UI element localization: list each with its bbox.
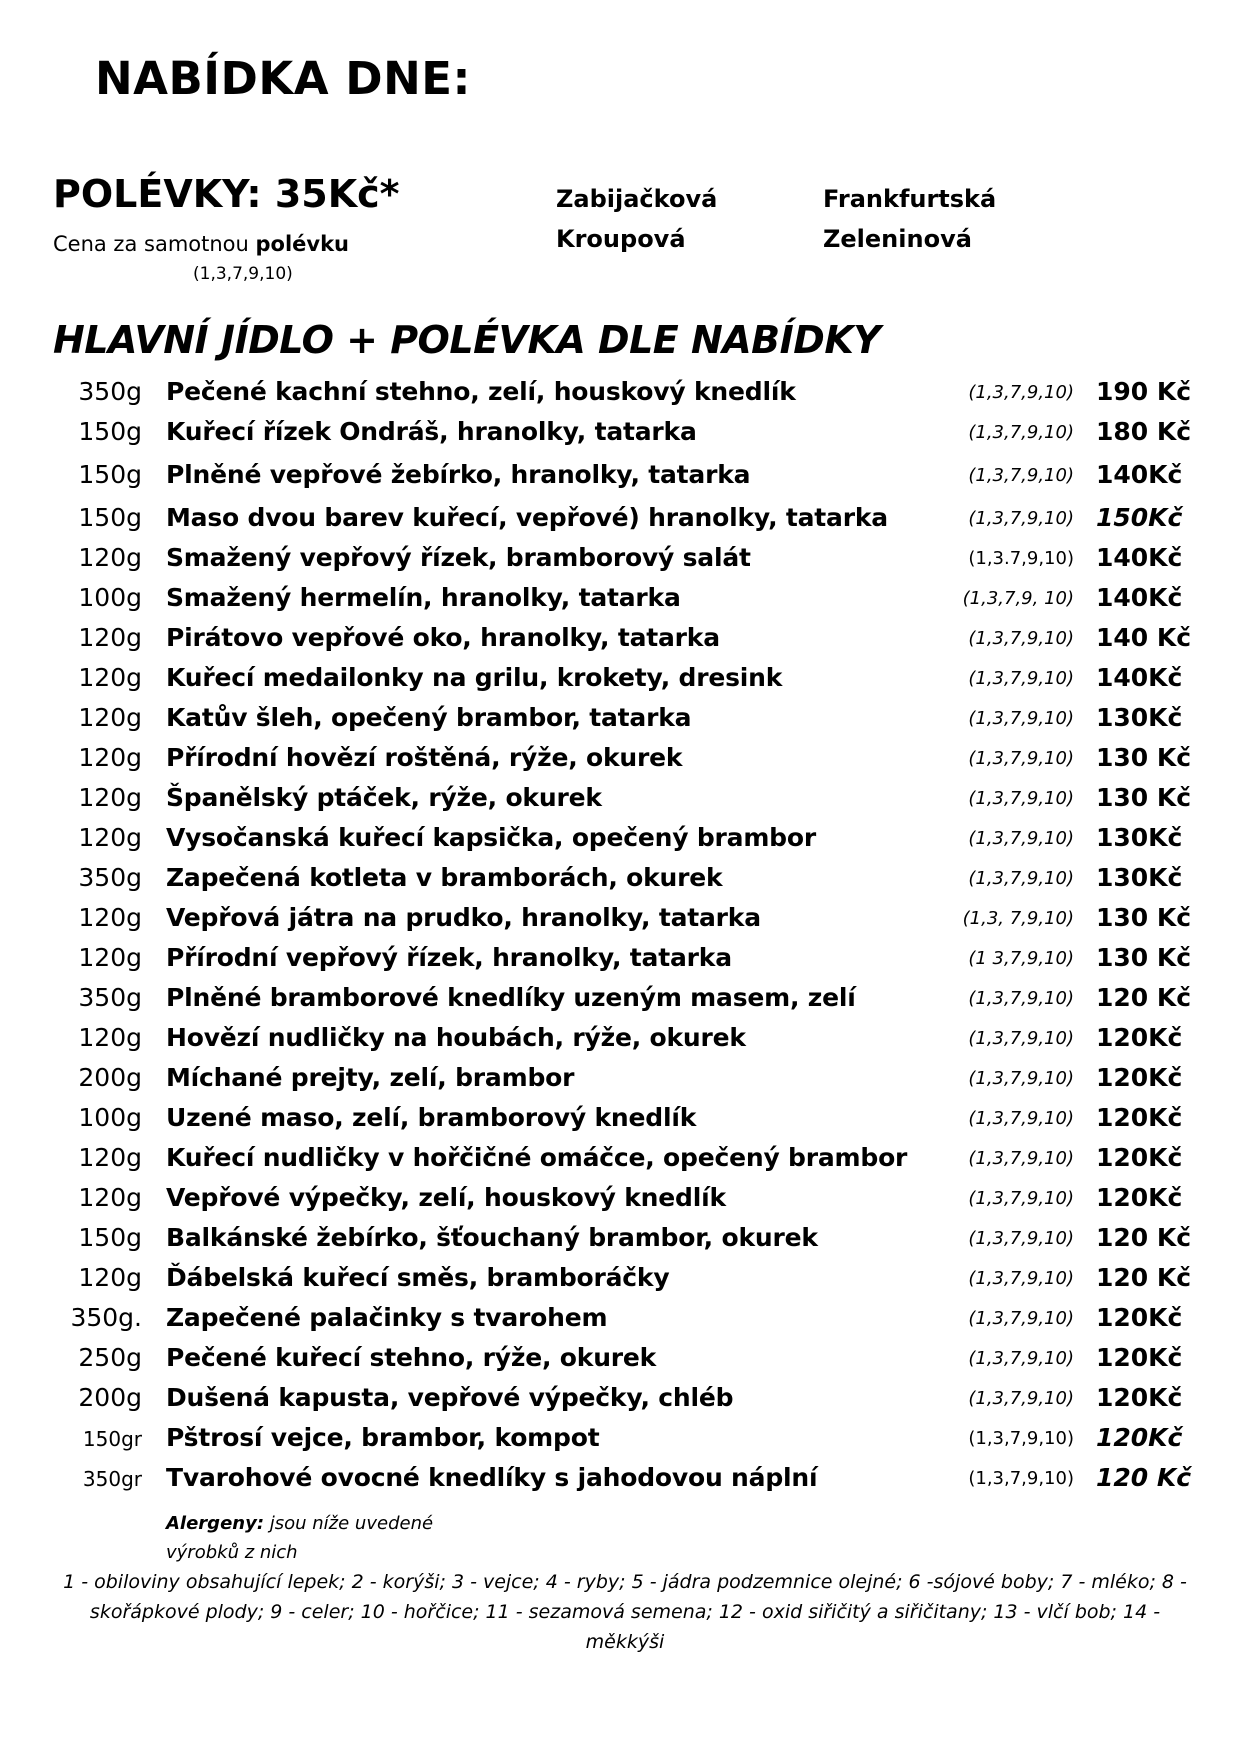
menu-item-name: Míchané prejty, zelí, brambor: [166, 1063, 575, 1092]
menu-item: [0, 703, 1240, 743]
menu-item-price: 130Kč: [1096, 863, 1183, 892]
menu-item-name: Plněné vepřové žebírko, hranolky, tatarka: [166, 460, 751, 489]
page-title: NABÍDKA DNE:: [95, 52, 471, 105]
main-dish-heading: HLAVNÍ JÍDLO + POLÉVKA DLE NABÍDKY: [53, 318, 881, 362]
soup-allergens: (1,3,7,9,10): [193, 264, 293, 284]
menu-item-name: Uzené maso, zelí, bramborový knedlík: [166, 1103, 697, 1132]
menu-item: [0, 943, 1240, 983]
menu-item: [0, 663, 1240, 703]
menu-item: [0, 623, 1240, 663]
menu-item-weight: 150gr: [82, 1427, 142, 1451]
menu-item-price: 120Kč: [1096, 1303, 1183, 1332]
menu-item: [0, 417, 1240, 457]
menu-item-price: 120Kč: [1096, 1063, 1183, 1092]
menu-item-price: 120Kč: [1096, 1343, 1183, 1372]
menu-item-weight: 150g: [78, 1223, 142, 1252]
menu-item-weight: 120g: [78, 1183, 142, 1212]
menu-item: [0, 903, 1240, 943]
menu-item: [0, 743, 1240, 783]
menu-item-weight: 120g: [78, 1023, 142, 1052]
menu-item-allergens: (1,3,7,9,10): [968, 1228, 1074, 1249]
soup-item: Kroupová: [556, 225, 686, 253]
menu-item-price: 120Kč: [1096, 1103, 1183, 1132]
menu-item-allergens: (1,3,7,9,10): [968, 508, 1074, 529]
menu-item-name: Zapečená kotleta v bramborách, okurek: [166, 863, 723, 892]
menu-item-allergens: (1,3,7,9,10): [968, 1308, 1074, 1329]
menu-item: [0, 1343, 1240, 1383]
menu-item-name: Španělský ptáček, rýže, okurek: [166, 783, 602, 812]
menu-item-allergens: (1,3,7,9,10): [968, 1108, 1074, 1129]
soup-item: Frankfurtská: [823, 185, 997, 213]
menu-item-price: 180 Kč: [1096, 417, 1192, 446]
menu-item-name: Smažený hermelín, hranolky, tatarka: [166, 583, 681, 612]
menu-item-price: 140Kč: [1096, 543, 1183, 572]
menu-item-weight: 120g: [78, 623, 142, 652]
menu-item-price: 120Kč: [1096, 1383, 1183, 1412]
menu-item-price: 120 Kč: [1096, 1463, 1192, 1492]
menu-item-price: 130Kč: [1096, 823, 1183, 852]
menu-item-weight: 350g: [78, 377, 142, 406]
menu-item-weight: 100g: [78, 583, 142, 612]
menu-item-name: Přírodní hovězí roštěná, rýže, okurek: [166, 743, 683, 772]
menu-item-weight: 120g: [78, 743, 142, 772]
soup-item: Zabijačková: [556, 185, 718, 213]
menu-item-allergens: (1,3,7,9,10): [968, 465, 1074, 486]
menu-item-name: Hovězí nudličky na houbách, rýže, okurek: [166, 1023, 746, 1052]
allergen-legend: 1 - obiloviny obsahující lepek; 2 - korýši; 3 - vejce; 4 - ryby; 5 - jádra podzemnice olejné; 6 -sójové boby; 7 - mléko; 8 - skořápkové plody; 9 - celer; 10 - hořčice; 11 - sezamová semena; 12 - oxid siřičitý a siřičitany; 13 - vlčí bob; 14 - měkkýši: [63, 1571, 1187, 1653]
menu-item-allergens: (1,3,7,9,10): [968, 828, 1074, 849]
menu-item: [0, 1383, 1240, 1423]
allergen-intro-text: jsou níže uvedené výrobků z nich: [166, 1513, 434, 1563]
menu-item-allergens: (1,3,7,9,10): [968, 1268, 1074, 1289]
menu-item: [0, 1223, 1240, 1263]
menu-item-weight: 250g: [78, 1343, 142, 1372]
menu-item-price: 120Kč: [1096, 1183, 1183, 1212]
menu-item-weight: 120g: [78, 783, 142, 812]
menu-item-price: 130 Kč: [1096, 783, 1192, 812]
menu-item-name: Zapečené palačinky s tvarohem: [166, 1303, 608, 1332]
menu-item: [0, 460, 1240, 500]
menu-item-weight: 120g: [78, 1143, 142, 1172]
menu-item: [0, 863, 1240, 903]
menu-item: [0, 983, 1240, 1023]
menu-item-allergens: (1,3,7,9,10): [968, 422, 1074, 443]
menu-item-price: 150Kč: [1096, 503, 1183, 532]
menu-item-price: 120 Kč: [1096, 983, 1192, 1012]
menu-item-name: Kuřecí nudličky v hořčičné omáčce, opečený brambor: [166, 1143, 908, 1172]
menu-item-price: 120 Kč: [1096, 1263, 1192, 1292]
menu-item: [0, 583, 1240, 623]
allergen-label: Alergeny:: [166, 1513, 265, 1534]
menu-item: [0, 1023, 1240, 1063]
menu-item-price: 130 Kč: [1096, 943, 1192, 972]
menu-item-name: Vepřová játra na prudko, hranolky, tatarka: [166, 903, 761, 932]
menu-item-name: Pečené kachní stehno, zelí, houskový knedlík: [166, 377, 796, 406]
menu-item-name: Pirátovo vepřové oko, hranolky, tatarka: [166, 623, 720, 652]
soup-heading: POLÉVKY: 35Kč*: [53, 172, 400, 216]
menu-item: [0, 377, 1240, 417]
menu-item-weight: 120g: [78, 543, 142, 572]
menu-item-name: Ďábelská kuřecí směs, bramboráčky: [166, 1263, 670, 1292]
menu-item-price: 120Kč: [1096, 1143, 1183, 1172]
menu-item-weight: 200g: [78, 1063, 142, 1092]
menu-item-name: Maso dvou barev kuřecí, vepřové) hranolky, tatarka: [166, 503, 888, 532]
menu-item-allergens: (1,3, 7,9,10): [962, 908, 1074, 929]
menu-item: [0, 1143, 1240, 1183]
menu-item-allergens: (1,3,7,9,10): [968, 1188, 1074, 1209]
menu-item-price: 130 Kč: [1096, 903, 1192, 932]
menu-item-name: Pečené kuřecí stehno, rýže, okurek: [166, 1343, 657, 1372]
menu-item-weight: 150g: [78, 460, 142, 489]
menu-item-weight: 350g: [78, 863, 142, 892]
menu-item-allergens: (1,3,7,9,10): [968, 788, 1074, 809]
menu-item-name: Přírodní vepřový řízek, hranolky, tatarka: [166, 943, 732, 972]
menu-item-name: Plněné bramborové knedlíky uzeným masem, zelí: [166, 983, 856, 1012]
menu-item-weight: 350g.: [70, 1303, 142, 1332]
menu-item-allergens: (1,3,7,9,10): [968, 1148, 1074, 1169]
menu-item-price: 140Kč: [1096, 663, 1183, 692]
soup-item: Zeleninová: [823, 225, 972, 253]
menu-item-price: 140 Kč: [1096, 623, 1192, 652]
soup-note-bold: polévku: [255, 232, 350, 256]
menu-item-price: 130 Kč: [1096, 743, 1192, 772]
menu-item: [0, 1183, 1240, 1223]
menu-item: [0, 1423, 1240, 1463]
soup-note-prefix: Cena za samotnou: [53, 232, 256, 256]
menu-item-weight: 100g: [78, 1103, 142, 1132]
menu-item-allergens: (1,3,7,9, 10): [962, 588, 1074, 609]
menu-item-allergens: (1,3,7,9,10): [968, 382, 1074, 403]
menu-item: [0, 503, 1240, 543]
menu-item-allergens: (1,3,7,9,10): [968, 1468, 1074, 1489]
menu-item-price: 140Kč: [1096, 460, 1183, 489]
menu-item-allergens: (1,3,7,9,10): [968, 748, 1074, 769]
menu-item-weight: 120g: [78, 903, 142, 932]
soup-price-note: [53, 232, 349, 256]
menu-item-name: Kuřecí medailonky na grilu, krokety, dresink: [166, 663, 783, 692]
menu-item-price: 120 Kč: [1096, 1223, 1192, 1252]
menu-item: [0, 1103, 1240, 1143]
menu-item-price: 120Kč: [1096, 1023, 1183, 1052]
menu-item: [0, 783, 1240, 823]
menu-item-allergens: (1,3.7,9,10): [968, 548, 1074, 569]
menu-item: [0, 1263, 1240, 1303]
menu-item-allergens: (1 3,7,9,10): [968, 948, 1074, 969]
menu-item-allergens: (1,3,7,9,10): [968, 1388, 1074, 1409]
menu-item-weight: 150g: [78, 503, 142, 532]
menu-item-name: Kuřecí řízek Ondráš, hranolky, tatarka: [166, 417, 697, 446]
menu-item-name: Vepřové výpečky, zelí, houskový knedlík: [166, 1183, 726, 1212]
menu-item-weight: 200g: [78, 1383, 142, 1412]
menu-item-allergens: (1,3,7,9,10): [968, 1428, 1074, 1449]
menu-item-name: Dušená kapusta, vepřové výpečky, chléb: [166, 1383, 734, 1412]
menu-item-weight: 150g: [78, 417, 142, 446]
menu-item-weight: 120g: [78, 703, 142, 732]
menu-item: [0, 543, 1240, 583]
menu-item-weight: 120g: [78, 943, 142, 972]
menu-item-allergens: (1,3,7,9,10): [968, 868, 1074, 889]
menu-item-price: 130Kč: [1096, 703, 1183, 732]
menu-item-name: Balkánské žebírko, šťouchaný brambor, okurek: [166, 1223, 818, 1252]
menu-item-allergens: (1,3,7,9,10): [968, 628, 1074, 649]
menu-item-name: Vysočanská kuřecí kapsička, opečený brambor: [166, 823, 816, 852]
menu-item-allergens: (1,3,7,9,10): [968, 988, 1074, 1009]
menu-item-allergens: (1,3,7,9,10): [968, 1028, 1074, 1049]
menu-item-name: Pštrosí vejce, brambor, kompot: [166, 1423, 600, 1452]
menu-item-weight: 120g: [78, 823, 142, 852]
menu-item: [0, 1063, 1240, 1103]
menu-item-weight: 120g: [78, 663, 142, 692]
menu-item-allergens: (1,3,7,9,10): [968, 1348, 1074, 1369]
menu-item: [0, 1463, 1240, 1503]
menu-item-price: 140Kč: [1096, 583, 1183, 612]
menu-item-price: 190 Kč: [1096, 377, 1192, 406]
menu-item-allergens: (1,3,7,9,10): [968, 708, 1074, 729]
menu-item-allergens: (1,3,7,9,10): [968, 668, 1074, 689]
allergen-intro: [166, 1509, 486, 1567]
menu-item-name: Smažený vepřový řízek, bramborový salát: [166, 543, 751, 572]
menu-item-allergens: (1,3,7,9,10): [968, 1068, 1074, 1089]
menu-item-name: Katův šleh, opečený brambor, tatarka: [166, 703, 692, 732]
menu-item-weight: 350g: [78, 983, 142, 1012]
menu-item-weight: 120g: [78, 1263, 142, 1292]
menu-item-name: Tvarohové ovocné knedlíky s jahodovou náplní: [166, 1463, 818, 1492]
menu-item-weight: 350gr: [82, 1467, 142, 1491]
menu-item: [0, 1303, 1240, 1343]
menu-item: [0, 823, 1240, 863]
menu-item-price: 120Kč: [1096, 1423, 1183, 1452]
